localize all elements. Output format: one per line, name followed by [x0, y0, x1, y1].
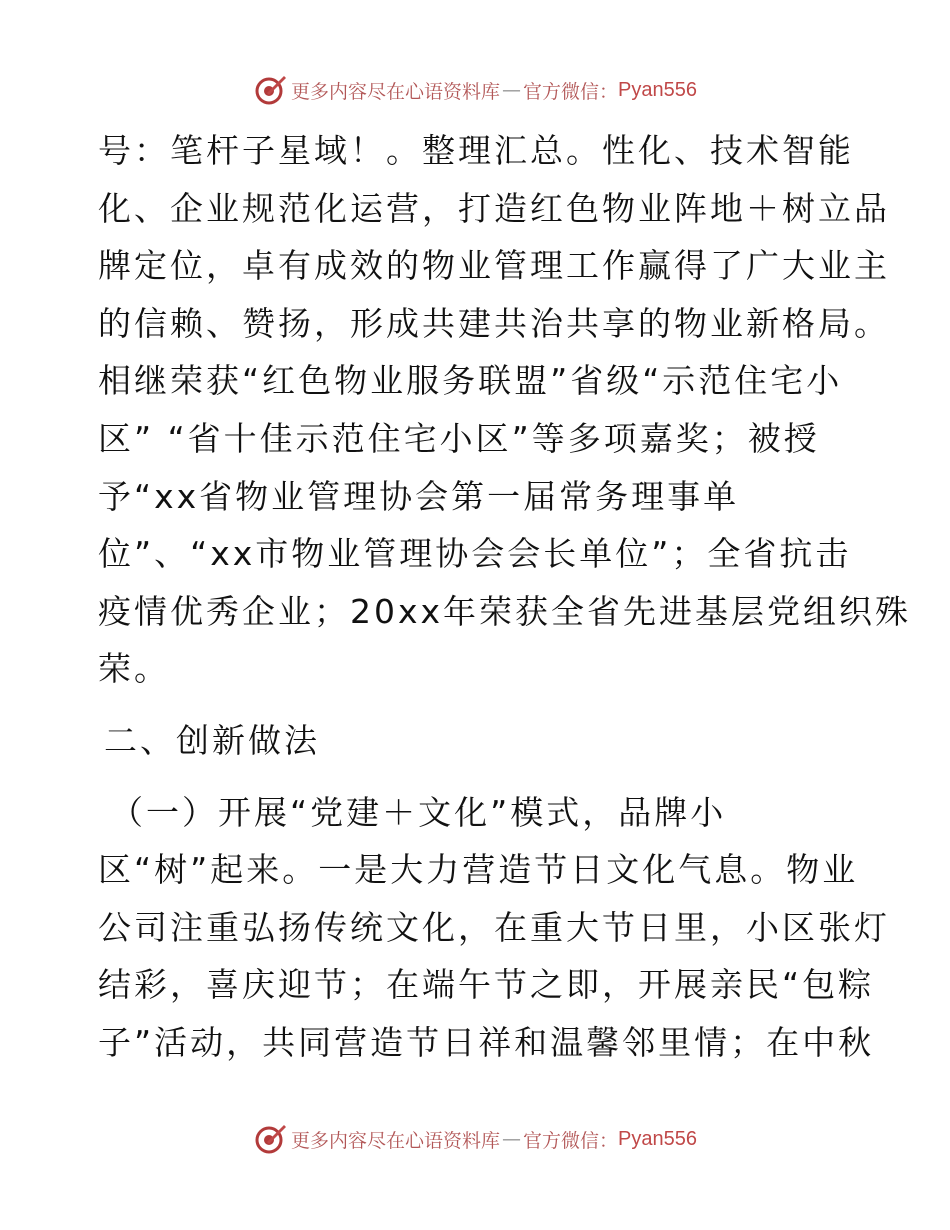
body-line-1: 号：笔杆子星域！。整理汇总。性化、技术智能: [98, 131, 854, 170]
header-watermark-banner: [0, 72, 950, 108]
body-line-10: 荣。: [98, 649, 170, 689]
body-line-7: 予“xx省物业管理协会第一届常务理事单: [98, 476, 740, 516]
body-line-13: 结彩，喜庆迎节；在端午节之即，开展亲民“包粽: [98, 965, 875, 1005]
banner-text: 更多内容尽在心语资料库: [291, 80, 501, 103]
body-line-14: 子”活动，共同营造节日祥和温馨邻里情；在中秋: [98, 1022, 875, 1062]
body-line-11: 区“树”起来。一是大力营造节日文化气息。物业: [98, 850, 859, 890]
footer-watermark-banner: [0, 1121, 950, 1157]
quill-pen-seal-icon: [253, 73, 287, 107]
body-line-4: 的信赖、赞扬，形成共建共治共享的物业新格局。: [98, 303, 890, 343]
body-line-8: 位”、“xx市物业管理协会会长单位”；全省抗击: [98, 534, 852, 574]
banner-wechat-id: Pyan556: [618, 1127, 697, 1150]
body-line-6: 区” “省十佳示范住宅小区”等多项嘉奖；被授: [98, 418, 820, 458]
body-line-3: 牌定位，卓有成效的物业管理工作赢得了广大业主: [98, 246, 890, 286]
quill-pen-seal-icon: [253, 1122, 287, 1156]
body-line-12: 公司注重弘扬传统文化，在重大节日里，小区张灯: [98, 907, 890, 947]
body-line-9: 疫情优秀企业；20xx年荣获全省先进基层党组织殊: [98, 591, 912, 631]
banner-text: 更多内容尽在心语资料库: [291, 1129, 501, 1152]
banner-wechat-label: 官方微信：: [523, 1129, 619, 1152]
banner-separator: —: [502, 79, 522, 101]
body-line-5: 相继荣获“红色物业服务联盟”省级“示范住宅小: [98, 361, 843, 401]
section-heading: 二、创新做法: [104, 720, 320, 760]
document-body: [98, 122, 912, 1072]
banner-wechat-label: 官方微信：: [523, 80, 619, 103]
banner-separator: —: [502, 1128, 522, 1150]
subsection-heading: （一）开展“党建＋文化”模式，品牌小: [110, 792, 727, 832]
body-line-2: 化、企业规范化运营，打造红色物业阵地＋树立品: [98, 188, 890, 228]
banner-wechat-id: Pyan556: [618, 78, 697, 101]
